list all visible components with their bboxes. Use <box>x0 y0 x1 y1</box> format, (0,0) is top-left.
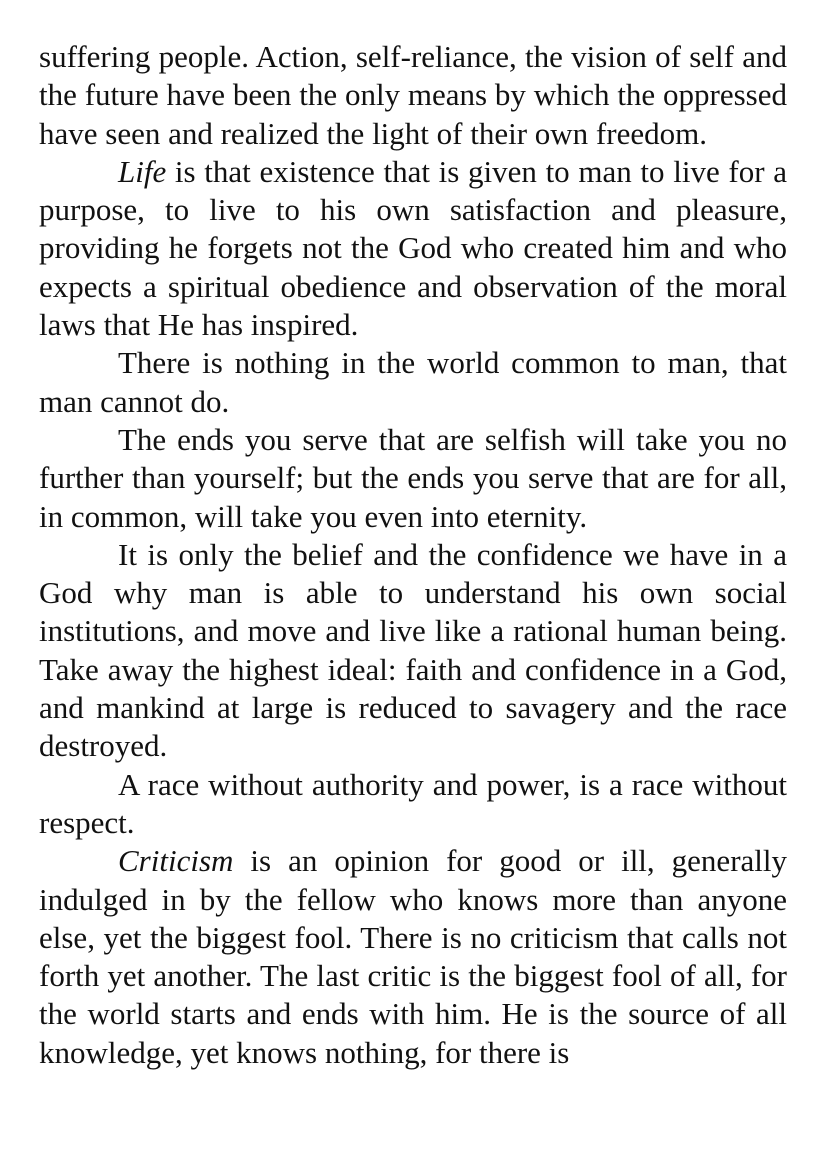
paragraph-nothing-common <box>39 344 787 421</box>
paragraph-life <box>39 153 787 344</box>
document-page <box>39 38 787 1072</box>
paragraph-race-authority <box>39 766 787 843</box>
paragraph-text: The ends you serve that are selfish will take you no further than yourself; but the ends you serve that are for all, in common, will take you even into eternity. <box>39 421 787 534</box>
paragraph-belief-in-god <box>39 536 787 766</box>
paragraph-ends-you-serve <box>39 421 787 536</box>
paragraph-lead-term: Criticism <box>118 843 234 879</box>
paragraph-continuation <box>39 38 787 153</box>
paragraph-text: There is nothing in the world common to man, that man cannot do. <box>39 345 787 419</box>
paragraph-text: A race without authority and power, is a race without respect. <box>39 766 787 840</box>
paragraph-lead-term: Life <box>118 153 167 189</box>
paragraph-text: is that existence that is given to man to live for a purpose, to live to his own satisfaction and pleasure, providing he forgets not the God who created him and who expects a spiritual obedience and observation of the moral laws that He has inspired. <box>39 153 787 343</box>
paragraph-text: It is only the belief and the confidence we have in a God why man is able to understand his own social institutions, and move and live like a rational human being. Take away the highest ideal: faith and confidence in a God, and mankind at large is reduced to savagery and the race destroyed. <box>39 536 787 764</box>
paragraph-criticism <box>39 842 787 1072</box>
paragraph-text: suffering people. Action, self-reliance, the vision of self and the future have been the only means by which the oppressed have seen and realized the light of their own freedom. <box>39 39 787 151</box>
paragraph-text: is an opinion for good or ill, generally indulged in by the fellow who knows more than anyone else, yet the biggest fool. There is no criticism that calls not forth yet another. The last critic is the biggest fool of all, for the world starts and ends with him. He is the source of all knowledge, yet knows nothing, for there is <box>39 843 787 1070</box>
